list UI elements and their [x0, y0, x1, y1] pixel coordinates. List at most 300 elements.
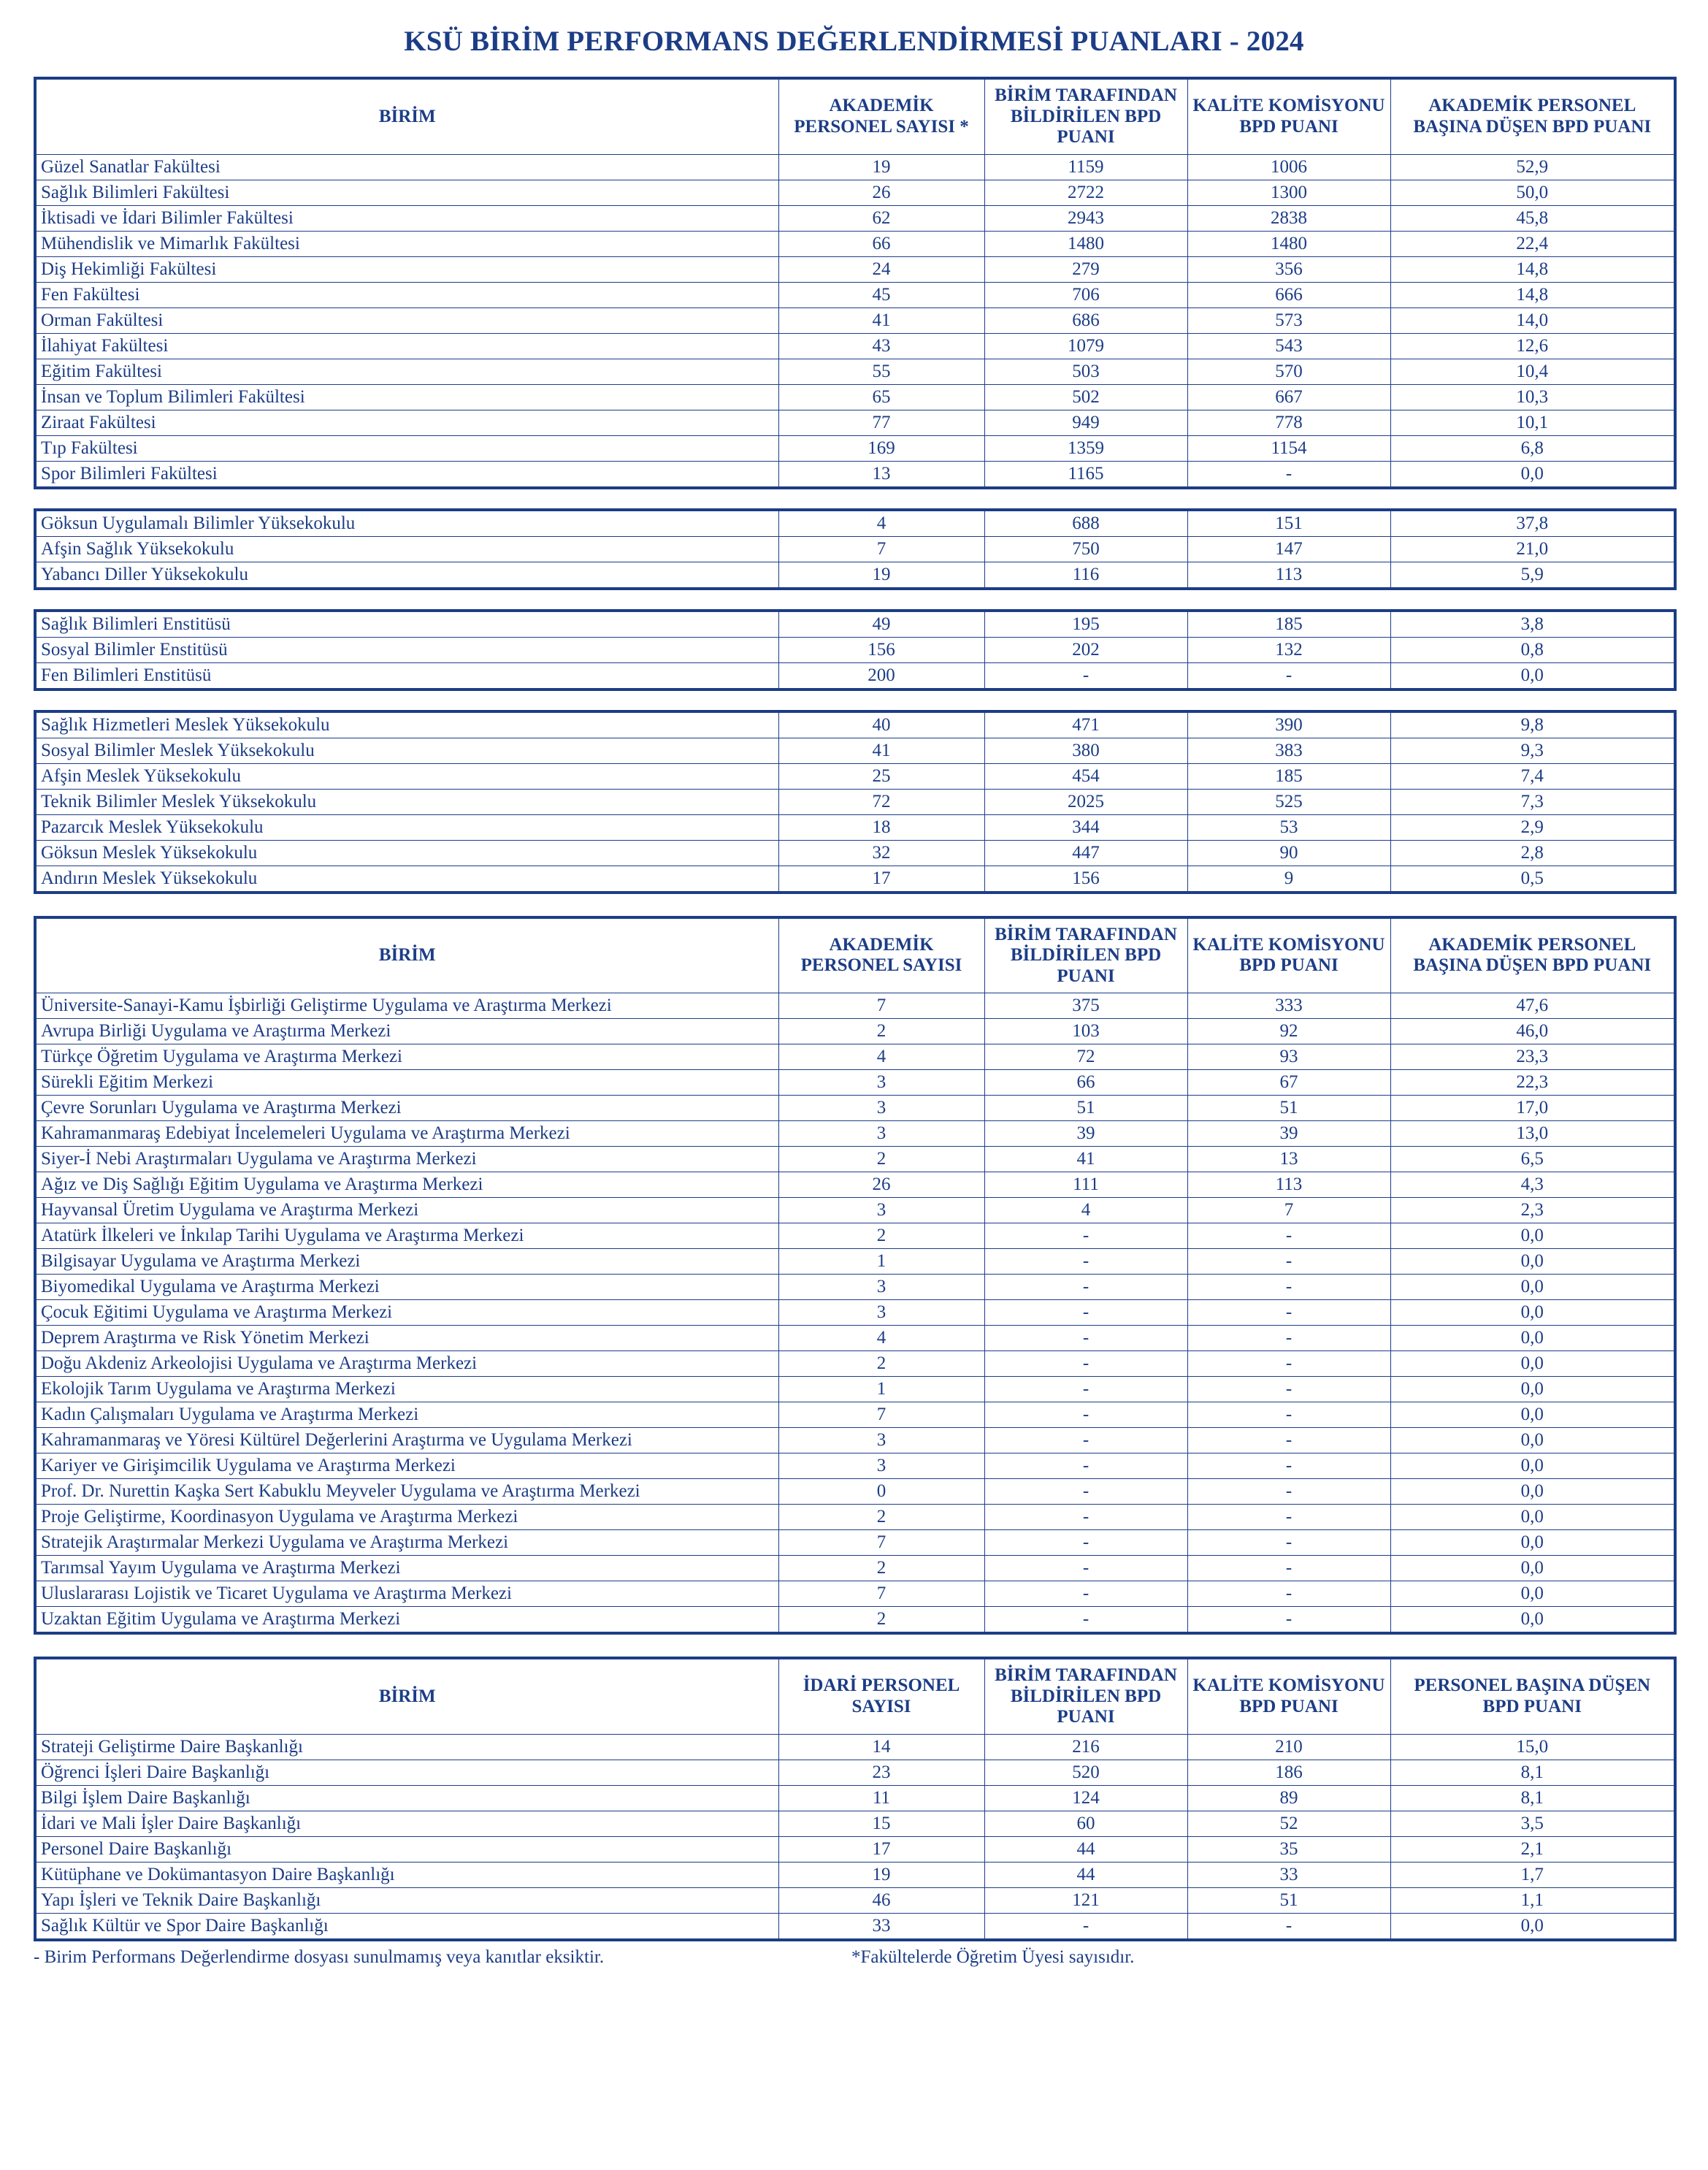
table-row — [35, 711, 1675, 738]
table-row — [35, 1913, 1675, 1940]
table-row — [35, 1607, 1675, 1634]
footnote-missing-evidence: - Birim Performans Değerlendirme dosyası sunulmamış veya kanıtlar eksiktir. — [34, 1946, 605, 1967]
value-cell: 113 — [1187, 562, 1390, 589]
table-row — [35, 1862, 1675, 1887]
value-cell: 10,4 — [1390, 359, 1675, 384]
unit-name-cell: Kadın Çalışmaları Uygulama ve Araştırma Merkezi — [35, 1402, 778, 1428]
unit-name-cell: Güzel Sanatlar Fakültesi — [35, 154, 778, 180]
value-cell: 14,8 — [1390, 282, 1675, 307]
value-cell: 0,0 — [1390, 1530, 1675, 1556]
institutes-table — [34, 609, 1677, 691]
table-row — [35, 1734, 1675, 1760]
vocational-higher-schools-table — [34, 710, 1677, 894]
value-cell: 0,0 — [1390, 1377, 1675, 1402]
value-cell: - — [1187, 1326, 1390, 1351]
value-cell: - — [984, 1505, 1187, 1530]
unit-name-cell: Türkçe Öğretim Uygulama ve Araştırma Merkezi — [35, 1044, 778, 1070]
value-cell: 1079 — [984, 333, 1187, 359]
value-cell: 185 — [1187, 611, 1390, 638]
value-cell: - — [984, 662, 1187, 689]
value-cell: - — [984, 1530, 1187, 1556]
unit-name-cell: Sosyal Bilimler Enstitüsü — [35, 637, 778, 662]
value-cell: 2 — [778, 1223, 984, 1249]
table-row — [35, 1530, 1675, 1556]
table-row — [35, 333, 1675, 359]
value-cell: 90 — [1187, 840, 1390, 866]
value-cell: 17 — [778, 1836, 984, 1862]
column-header-bpd-per-staff: PERSONEL BAŞINA DÜŞEN BPD PUANI — [1390, 1658, 1675, 1734]
value-cell: 2722 — [984, 180, 1187, 205]
unit-name-cell: Strateji Geliştirme Daire Başkanlığı — [35, 1734, 778, 1760]
value-cell: 156 — [984, 866, 1187, 893]
column-header-bpd-per-staff: AKADEMİK PERSONEL BAŞINA DÜŞEN BPD PUANI — [1390, 78, 1675, 154]
value-cell: 688 — [984, 510, 1187, 537]
value-cell: 4 — [984, 1198, 1187, 1223]
value-cell: 41 — [778, 307, 984, 333]
value-cell: - — [1187, 1300, 1390, 1326]
value-cell: 8,1 — [1390, 1760, 1675, 1785]
unit-name-cell: Afşin Meslek Yüksekokulu — [35, 763, 778, 789]
value-cell: 6,8 — [1390, 435, 1675, 461]
value-cell: 2 — [778, 1505, 984, 1530]
value-cell: 43 — [778, 333, 984, 359]
unit-name-cell: Ziraat Fakültesi — [35, 410, 778, 435]
value-cell: 2 — [778, 1556, 984, 1581]
value-cell: 2,8 — [1390, 840, 1675, 866]
value-cell: 35 — [1187, 1836, 1390, 1862]
table-row — [35, 993, 1675, 1019]
value-cell: 1,1 — [1390, 1887, 1675, 1913]
value-cell: 14 — [778, 1734, 984, 1760]
unit-name-cell: Avrupa Birliği Uygulama ve Araştırma Merkezi — [35, 1019, 778, 1044]
value-cell: 62 — [778, 205, 984, 231]
value-cell: 7 — [778, 1530, 984, 1556]
value-cell: - — [984, 1479, 1187, 1505]
value-cell: 279 — [984, 256, 1187, 282]
value-cell: - — [1187, 1275, 1390, 1300]
value-cell: 525 — [1187, 789, 1390, 814]
value-cell: - — [1187, 1505, 1390, 1530]
value-cell: 15 — [778, 1811, 984, 1836]
value-cell: 19 — [778, 562, 984, 589]
vocational-schools-table — [34, 508, 1677, 590]
unit-name-cell: Personel Daire Başkanlığı — [35, 1836, 778, 1862]
value-cell: - — [984, 1249, 1187, 1275]
unit-name-cell: Sürekli Eğitim Merkezi — [35, 1070, 778, 1096]
value-cell: 2 — [778, 1607, 984, 1634]
value-cell: 1300 — [1187, 180, 1390, 205]
unit-name-cell: Tarımsal Yayım Uygulama ve Araştırma Merkezi — [35, 1556, 778, 1581]
value-cell: 26 — [778, 180, 984, 205]
table-row — [35, 461, 1675, 488]
table-row — [35, 1070, 1675, 1096]
table-row — [35, 789, 1675, 814]
column-header-unit: BİRİM — [35, 78, 778, 154]
table-row — [35, 384, 1675, 410]
unit-name-cell: Orman Fakültesi — [35, 307, 778, 333]
institute-rows — [35, 611, 1675, 689]
value-cell: 0,0 — [1390, 1428, 1675, 1453]
value-cell: 185 — [1187, 763, 1390, 789]
value-cell: - — [1187, 662, 1390, 689]
value-cell: - — [984, 1581, 1187, 1607]
value-cell: 93 — [1187, 1044, 1390, 1070]
table-row — [35, 1275, 1675, 1300]
value-cell: 0,0 — [1390, 1607, 1675, 1634]
table-row — [35, 410, 1675, 435]
unit-name-cell: Atatürk İlkeleri ve İnkılap Tarihi Uygulama ve Araştırma Merkezi — [35, 1223, 778, 1249]
unit-name-cell: Ağız ve Diş Sağlığı Eğitim Uygulama ve Araştırma Merkezi — [35, 1172, 778, 1198]
value-cell: 0,0 — [1390, 1556, 1675, 1581]
table-row — [35, 1581, 1675, 1607]
administrative-units-table — [34, 1657, 1677, 1941]
value-cell: 0,0 — [1390, 1326, 1675, 1351]
value-cell: 1006 — [1187, 154, 1390, 180]
value-cell: 121 — [984, 1887, 1187, 1913]
value-cell: 32 — [778, 840, 984, 866]
unit-name-cell: Afşin Sağlık Yüksekokulu — [35, 536, 778, 562]
unit-name-cell: Ekolojik Tarım Uygulama ve Araştırma Merkezi — [35, 1377, 778, 1402]
column-header-academic-staff-count: AKADEMİK PERSONEL SAYISI — [778, 917, 984, 993]
value-cell: 3,5 — [1390, 1811, 1675, 1836]
table-row — [35, 1887, 1675, 1913]
value-cell: 10,1 — [1390, 410, 1675, 435]
value-cell: 40 — [778, 711, 984, 738]
value-cell: 52,9 — [1390, 154, 1675, 180]
column-header-reported-bpd: BİRİM TARAFINDAN BİLDİRİLEN BPD PUANI — [984, 1658, 1187, 1734]
value-cell: 666 — [1187, 282, 1390, 307]
value-cell: - — [984, 1428, 1187, 1453]
value-cell: 14,0 — [1390, 307, 1675, 333]
column-header-bpd-per-staff: AKADEMİK PERSONEL BAŞINA DÜŞEN BPD PUANI — [1390, 917, 1675, 993]
value-cell: 949 — [984, 410, 1187, 435]
unit-name-cell: Mühendislik ve Mimarlık Fakültesi — [35, 231, 778, 256]
unit-name-cell: Teknik Bilimler Meslek Yüksekokulu — [35, 789, 778, 814]
unit-name-cell: Kahramanmaraş ve Yöresi Kültürel Değerlerini Araştırma ve Uygulama Merkezi — [35, 1428, 778, 1453]
value-cell: 6,5 — [1390, 1147, 1675, 1172]
value-cell: - — [1187, 461, 1390, 488]
table-row — [35, 205, 1675, 231]
table-row — [35, 637, 1675, 662]
value-cell: 1 — [778, 1377, 984, 1402]
unit-name-cell: Öğrenci İşleri Daire Başkanlığı — [35, 1760, 778, 1785]
value-cell: 1,7 — [1390, 1862, 1675, 1887]
value-cell: 7,3 — [1390, 789, 1675, 814]
unit-name-cell: Yabancı Diller Yüksekokulu — [35, 562, 778, 589]
table-row — [35, 1223, 1675, 1249]
value-cell: 44 — [984, 1862, 1187, 1887]
value-cell: - — [984, 1402, 1187, 1428]
value-cell: 216 — [984, 1734, 1187, 1760]
value-cell: 50,0 — [1390, 180, 1675, 205]
value-cell: 77 — [778, 410, 984, 435]
table-row — [35, 1479, 1675, 1505]
value-cell: 1480 — [984, 231, 1187, 256]
value-cell: 3 — [778, 1198, 984, 1223]
value-cell: 202 — [984, 637, 1187, 662]
column-header-unit: BİRİM — [35, 917, 778, 993]
table-row — [35, 866, 1675, 893]
value-cell: - — [1187, 1249, 1390, 1275]
table-row — [35, 611, 1675, 638]
value-cell: 51 — [1187, 1096, 1390, 1121]
footnotes — [34, 1947, 1674, 1968]
value-cell: 778 — [1187, 410, 1390, 435]
unit-name-cell: İlahiyat Fakültesi — [35, 333, 778, 359]
value-cell: 195 — [984, 611, 1187, 638]
value-cell: 210 — [1187, 1734, 1390, 1760]
value-cell: 1159 — [984, 154, 1187, 180]
value-cell: - — [1187, 1479, 1390, 1505]
table-row — [35, 1172, 1675, 1198]
value-cell: - — [984, 1275, 1187, 1300]
unit-name-cell: Sağlık Kültür ve Spor Daire Başkanlığı — [35, 1913, 778, 1940]
value-cell: 116 — [984, 562, 1187, 589]
value-cell: 13 — [1187, 1147, 1390, 1172]
value-cell: 4 — [778, 1326, 984, 1351]
unit-name-cell: Fen Fakültesi — [35, 282, 778, 307]
value-cell: 19 — [778, 154, 984, 180]
table-row — [35, 562, 1675, 589]
value-cell: 7 — [778, 1402, 984, 1428]
value-cell: 22,3 — [1390, 1070, 1675, 1096]
unit-name-cell: Sağlık Hizmetleri Meslek Yüksekokulu — [35, 711, 778, 738]
value-cell: 200 — [778, 662, 984, 689]
value-cell: 2 — [778, 1019, 984, 1044]
unit-name-cell: Bilgi İşlem Daire Başkanlığı — [35, 1785, 778, 1811]
value-cell: 447 — [984, 840, 1187, 866]
value-cell: 25 — [778, 763, 984, 789]
table-row — [35, 1198, 1675, 1223]
value-cell: 7 — [1187, 1198, 1390, 1223]
value-cell: - — [984, 1377, 1187, 1402]
table-row — [35, 1044, 1675, 1070]
value-cell: 89 — [1187, 1785, 1390, 1811]
value-cell: - — [984, 1351, 1187, 1377]
value-cell: 0,0 — [1390, 1479, 1675, 1505]
table-row — [35, 1505, 1675, 1530]
value-cell: 49 — [778, 611, 984, 638]
value-cell: 2943 — [984, 205, 1187, 231]
value-cell: - — [984, 1556, 1187, 1581]
table-row — [35, 1785, 1675, 1811]
value-cell: - — [1187, 1913, 1390, 1940]
value-cell: 0,0 — [1390, 662, 1675, 689]
value-cell: 4,3 — [1390, 1172, 1675, 1198]
table-row — [35, 1453, 1675, 1479]
value-cell: - — [984, 1913, 1187, 1940]
value-cell: 37,8 — [1390, 510, 1675, 537]
value-cell: 375 — [984, 993, 1187, 1019]
value-cell: 356 — [1187, 256, 1390, 282]
value-cell: - — [1187, 1607, 1390, 1634]
page-title: KSÜ BİRİM PERFORMANS DEĞERLENDİRMESİ PUANLARI - 2024 — [404, 26, 1304, 57]
research-centers-table — [34, 916, 1677, 1635]
value-cell: 1154 — [1187, 435, 1390, 461]
value-cell: 0 — [778, 1479, 984, 1505]
value-cell: 92 — [1187, 1019, 1390, 1044]
block-spacer — [34, 590, 1674, 609]
value-cell: 9,3 — [1390, 738, 1675, 763]
column-header-quality-commission-bpd: KALİTE KOMİSYONU BPD PUANI — [1187, 78, 1390, 154]
value-cell: 111 — [984, 1172, 1187, 1198]
value-cell: 0,0 — [1390, 461, 1675, 488]
value-cell: 3 — [778, 1121, 984, 1147]
table-row — [35, 1402, 1675, 1428]
value-cell: - — [984, 1607, 1187, 1634]
value-cell: 1 — [778, 1249, 984, 1275]
value-cell: 10,3 — [1390, 384, 1675, 410]
table-row — [35, 510, 1675, 537]
table-row — [35, 1326, 1675, 1351]
value-cell: 0,0 — [1390, 1249, 1675, 1275]
value-cell: - — [1187, 1453, 1390, 1479]
unit-name-cell: Biyomedikal Uygulama ve Araştırma Merkezi — [35, 1275, 778, 1300]
value-cell: 454 — [984, 763, 1187, 789]
value-cell: 4 — [778, 1044, 984, 1070]
table-header-row — [35, 78, 1675, 154]
value-cell: 156 — [778, 637, 984, 662]
value-cell: 5,9 — [1390, 562, 1675, 589]
value-cell: 520 — [984, 1760, 1187, 1785]
unit-name-cell: Pazarcık Meslek Yüksekokulu — [35, 814, 778, 840]
vocational-rows — [35, 711, 1675, 893]
value-cell: 0,5 — [1390, 866, 1675, 893]
value-cell: 706 — [984, 282, 1187, 307]
value-cell: 344 — [984, 814, 1187, 840]
value-cell: 65 — [778, 384, 984, 410]
unit-name-cell: Prof. Dr. Nurettin Kaşka Sert Kabuklu Meyveler Uygulama ve Araştırma Merkezi — [35, 1479, 778, 1505]
value-cell: 0,8 — [1390, 637, 1675, 662]
value-cell: 51 — [984, 1096, 1187, 1121]
value-cell: 0,0 — [1390, 1453, 1675, 1479]
unit-name-cell: Yapı İşleri ve Teknik Daire Başkanlığı — [35, 1887, 778, 1913]
value-cell: 72 — [778, 789, 984, 814]
value-cell: 44 — [984, 1836, 1187, 1862]
value-cell: 2025 — [984, 789, 1187, 814]
unit-name-cell: Deprem Araştırma ve Risk Yönetim Merkezi — [35, 1326, 778, 1351]
unit-name-cell: Sosyal Bilimler Meslek Yüksekokulu — [35, 738, 778, 763]
value-cell: 543 — [1187, 333, 1390, 359]
section-spacer — [34, 894, 1674, 916]
value-cell: - — [1187, 1223, 1390, 1249]
value-cell: 124 — [984, 1785, 1187, 1811]
value-cell: 19 — [778, 1862, 984, 1887]
school-rows — [35, 510, 1675, 589]
value-cell: 15,0 — [1390, 1734, 1675, 1760]
value-cell: 9,8 — [1390, 711, 1675, 738]
value-cell: 18 — [778, 814, 984, 840]
value-cell: 14,8 — [1390, 256, 1675, 282]
unit-name-cell: İktisadi ve İdari Bilimler Fakültesi — [35, 205, 778, 231]
unit-name-cell: Çevre Sorunları Uygulama ve Araştırma Merkezi — [35, 1096, 778, 1121]
value-cell: 151 — [1187, 510, 1390, 537]
table-row — [35, 231, 1675, 256]
unit-name-cell: Sağlık Bilimleri Enstitüsü — [35, 611, 778, 638]
value-cell: - — [1187, 1530, 1390, 1556]
table-row — [35, 1121, 1675, 1147]
column-header-admin-staff-count: İDARİ PERSONEL SAYISI — [778, 1658, 984, 1734]
value-cell: 41 — [778, 738, 984, 763]
value-cell: 503 — [984, 359, 1187, 384]
value-cell: 0,0 — [1390, 1275, 1675, 1300]
block-spacer — [34, 489, 1674, 508]
value-cell: 66 — [778, 231, 984, 256]
faculty-rows — [35, 154, 1675, 488]
value-cell: 46 — [778, 1887, 984, 1913]
value-cell: 0,0 — [1390, 1300, 1675, 1326]
table-row — [35, 1377, 1675, 1402]
unit-name-cell: Göksun Uygulamalı Bilimler Yüksekokulu — [35, 510, 778, 537]
value-cell: - — [1187, 1556, 1390, 1581]
value-cell: 502 — [984, 384, 1187, 410]
value-cell: - — [984, 1300, 1187, 1326]
unit-name-cell: Diş Hekimliği Fakültesi — [35, 256, 778, 282]
value-cell: 3 — [778, 1300, 984, 1326]
unit-name-cell: Uluslararası Lojistik ve Ticaret Uygulama ve Araştırma Merkezi — [35, 1581, 778, 1607]
value-cell: 0,0 — [1390, 1223, 1675, 1249]
table-row — [35, 840, 1675, 866]
unit-name-cell: Siyer-İ Nebi Araştırmaları Uygulama ve Araştırma Merkezi — [35, 1147, 778, 1172]
value-cell: 9 — [1187, 866, 1390, 893]
value-cell: - — [1187, 1428, 1390, 1453]
block-spacer — [34, 691, 1674, 710]
value-cell: 383 — [1187, 738, 1390, 763]
column-header-quality-commission-bpd: KALİTE KOMİSYONU BPD PUANI — [1187, 1658, 1390, 1734]
value-cell: - — [1187, 1351, 1390, 1377]
value-cell: 3 — [778, 1453, 984, 1479]
value-cell: 24 — [778, 256, 984, 282]
value-cell: 2838 — [1187, 205, 1390, 231]
unit-name-cell: Hayvansal Üretim Uygulama ve Araştırma Merkezi — [35, 1198, 778, 1223]
value-cell: 2,3 — [1390, 1198, 1675, 1223]
value-cell: 132 — [1187, 637, 1390, 662]
value-cell: 7 — [778, 1581, 984, 1607]
value-cell: - — [1187, 1402, 1390, 1428]
value-cell: 667 — [1187, 384, 1390, 410]
table-row — [35, 282, 1675, 307]
table-row — [35, 814, 1675, 840]
unit-name-cell: Eğitim Fakültesi — [35, 359, 778, 384]
table-header-row — [35, 917, 1675, 993]
value-cell: 0,0 — [1390, 1351, 1675, 1377]
value-cell: 41 — [984, 1147, 1187, 1172]
section-spacer — [34, 1635, 1674, 1657]
value-cell: 333 — [1187, 993, 1390, 1019]
table-row — [35, 180, 1675, 205]
value-cell: 1359 — [984, 435, 1187, 461]
value-cell: 12,6 — [1390, 333, 1675, 359]
value-cell: 0,0 — [1390, 1913, 1675, 1940]
value-cell: 7,4 — [1390, 763, 1675, 789]
admin-rows — [35, 1734, 1675, 1940]
value-cell: 33 — [1187, 1862, 1390, 1887]
value-cell: 169 — [778, 435, 984, 461]
value-cell: - — [984, 1223, 1187, 1249]
unit-name-cell: Spor Bilimleri Fakültesi — [35, 461, 778, 488]
table-row — [35, 536, 1675, 562]
value-cell: 103 — [984, 1019, 1187, 1044]
value-cell: 570 — [1187, 359, 1390, 384]
unit-name-cell: Kahramanmaraş Edebiyat İncelemeleri Uygulama ve Araştırma Merkezi — [35, 1121, 778, 1147]
value-cell: 51 — [1187, 1887, 1390, 1913]
value-cell: 2 — [778, 1351, 984, 1377]
table-row — [35, 1351, 1675, 1377]
value-cell: 2,9 — [1390, 814, 1675, 840]
value-cell: 13 — [778, 461, 984, 488]
table-row — [35, 1556, 1675, 1581]
value-cell: 7 — [778, 536, 984, 562]
